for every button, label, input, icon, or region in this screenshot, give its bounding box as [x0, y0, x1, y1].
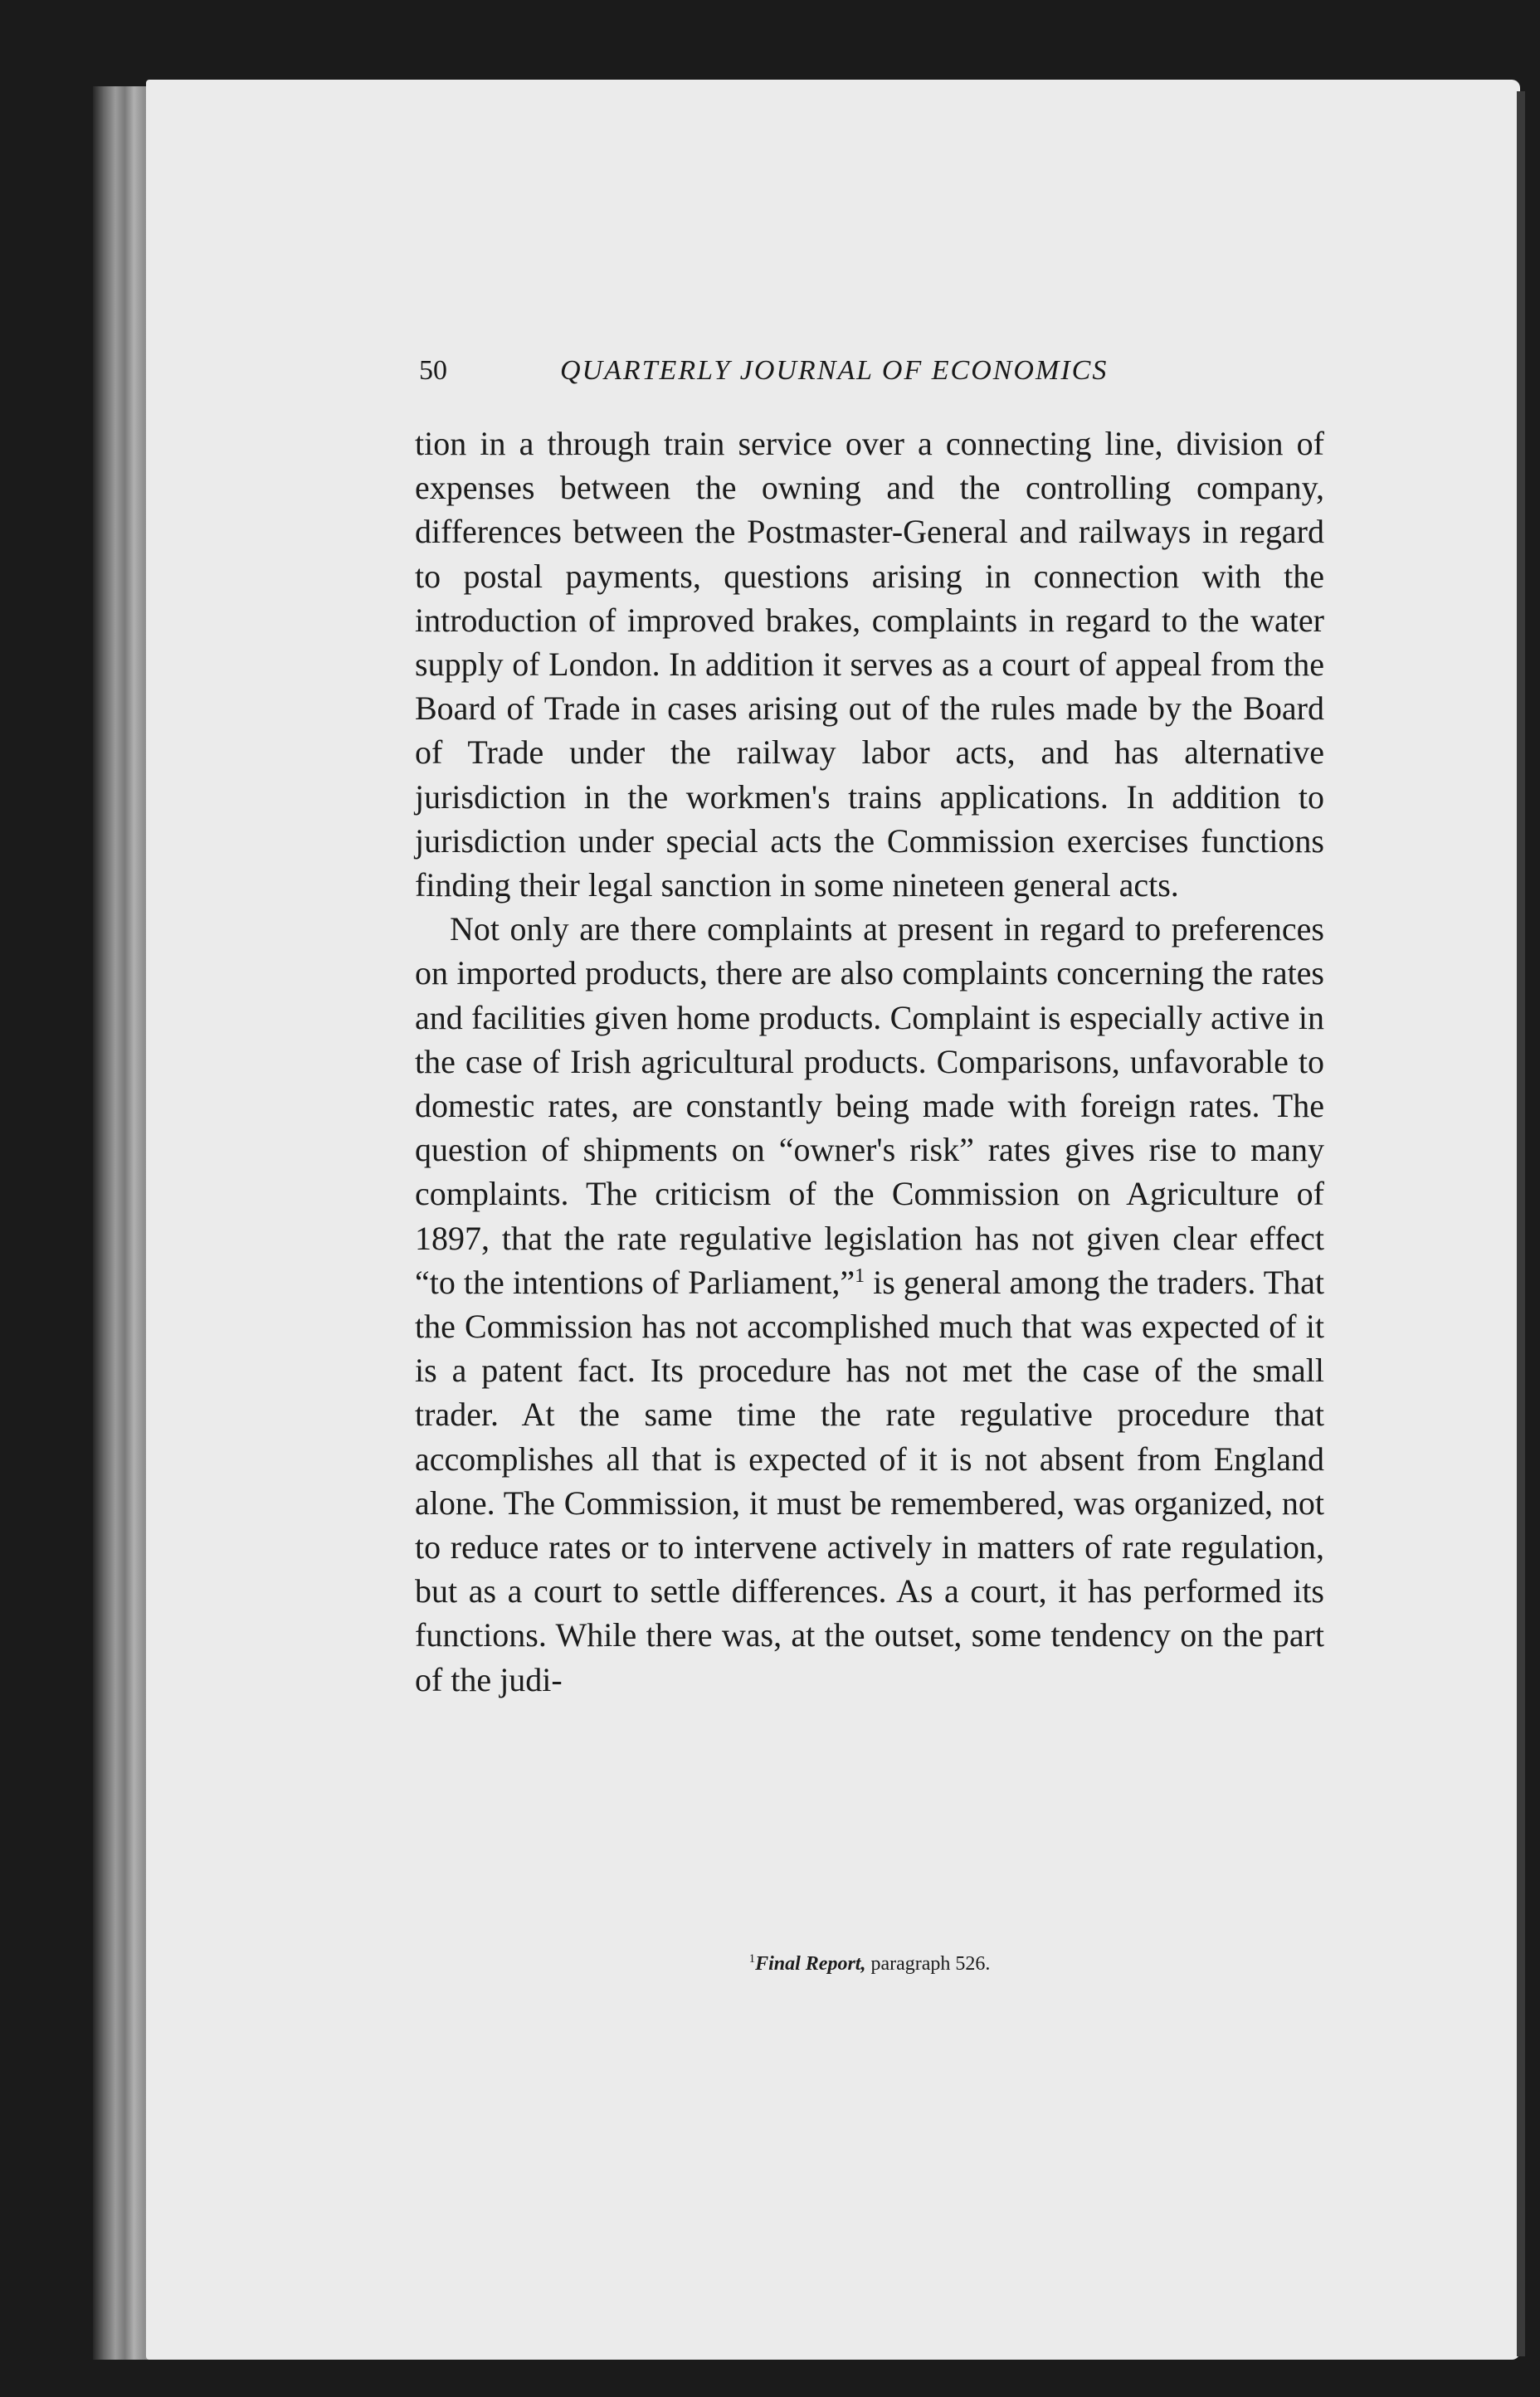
footnote-detail: paragraph 526. [870, 1953, 991, 1975]
body-text [415, 421, 1324, 1702]
right-page-edge [1517, 91, 1525, 2356]
paragraph-1: tion in a through train service over a connecting line, division of expenses between the owning and the controlling company, differences between the Postmaster-General and railways in regard to postal payments, questions arising in connection with the introduction of improved brakes, complaints in regard to the water supply of London. In addition it serves as a court of appeal from the Board of Trade in cases arising out of the rules made by the Board of Trade under the railway labor acts, and has alternative jurisdiction in the workmen's trains applications. In addition to jurisdiction under special acts the Commission exercises functions finding their legal sanction in some nineteen general acts. [415, 425, 1324, 904]
running-head [419, 355, 1265, 392]
footnote-source: Final Report, [755, 1953, 866, 1975]
paragraph-2-text-b: is general among the traders. That the Commission has not accomplished much that was expected of it is a patent fact. Its procedure has not met the case of the small trader. At the same time the rate regulative procedure that accomplishes all that is expected of it is not absent from England alone. The Commission, it must be remembered, was organized, not to reduce rates or to intervene actively in matters of rate regulation, but as a court to settle differences. As a court, it has performed its functions. While there was, at the outset, some tendency on the part of the judi- [415, 1263, 1324, 1698]
paragraph-2-text-a: Not only are there complaints at present in regard to preferences on imported products, there are also complaints concerning the rates and facilities given home products. Complaint is especially active in the case of Irish agricultural products. Comparisons, unfavorable to domestic rates, are constantly being made with foreign rates. The question of shipments on “owner's risk” rates gives rise to many complaints. The criticism of the Commission on Agriculture of 1897, that the rate regulative legislation has not given clear effect “to the intentions of Parliament,” [415, 910, 1324, 1301]
journal-title: QUARTERLY JOURNAL OF ECONOMICS [560, 355, 1109, 386]
paragraph-2 [415, 907, 1324, 1702]
footnote-mark: 1 [748, 1952, 756, 1966]
footnote-reference: 1 [855, 1264, 865, 1287]
page-number: 50 [419, 355, 447, 386]
footnote [415, 1953, 1324, 1976]
